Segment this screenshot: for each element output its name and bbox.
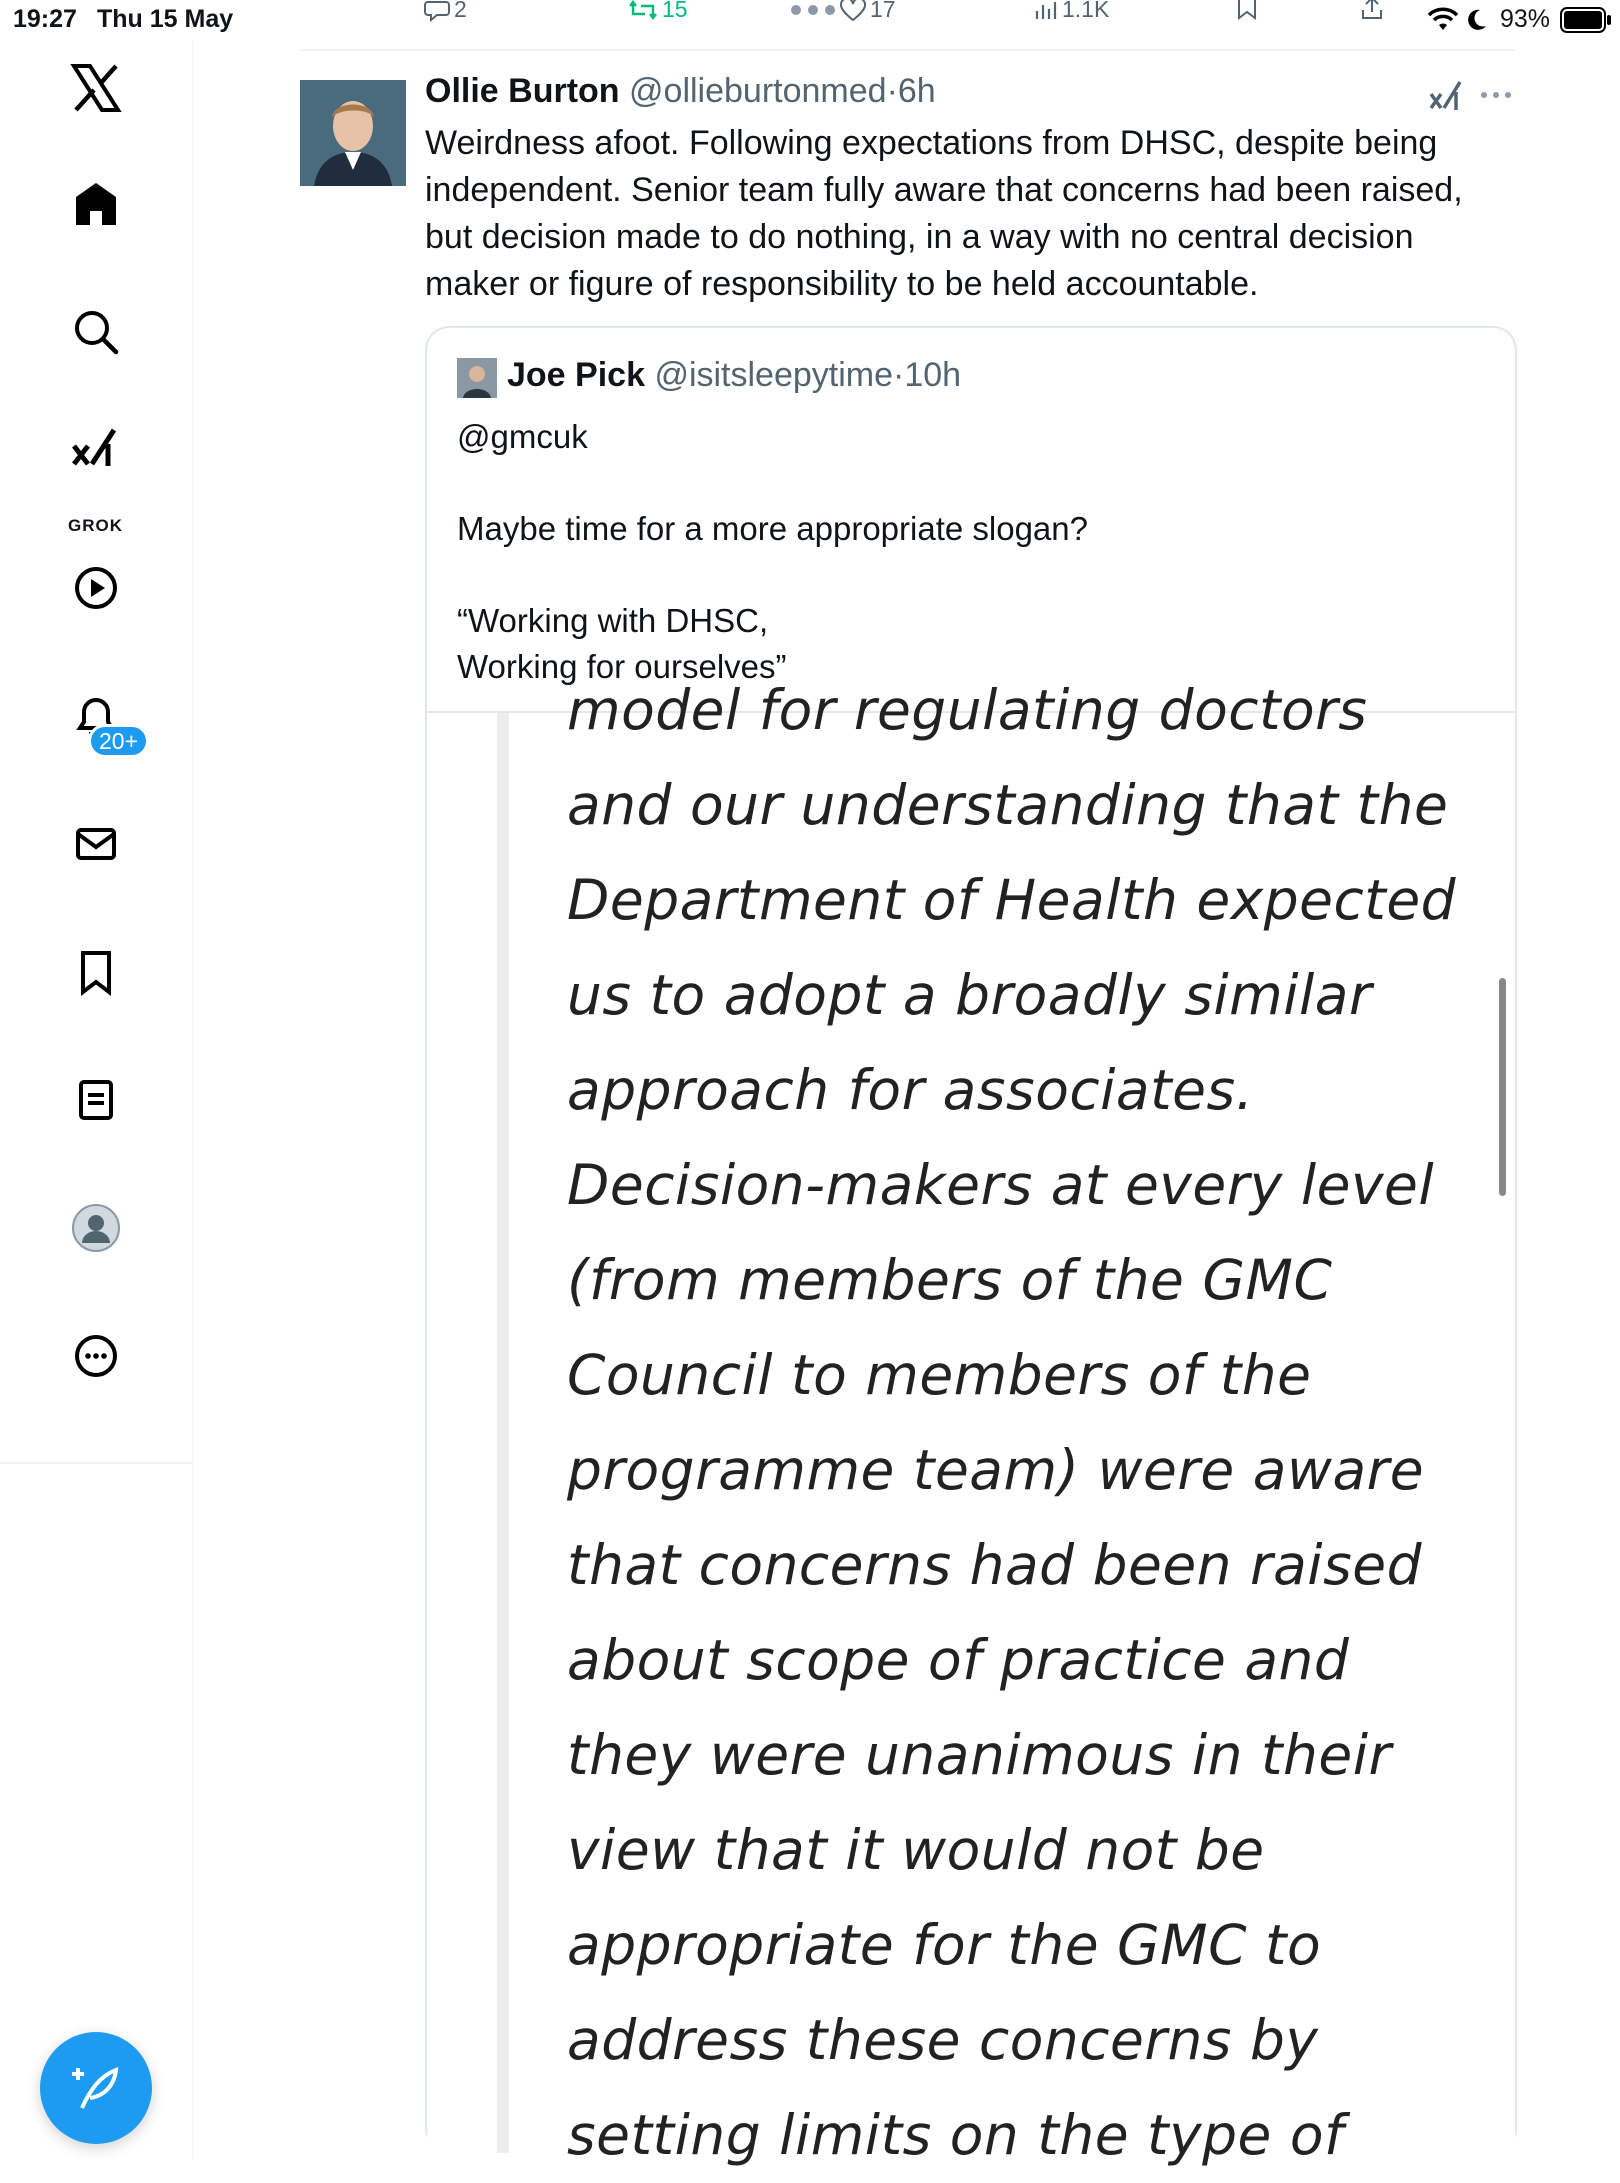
play-icon [70, 562, 122, 614]
document-margin-bar [497, 713, 509, 2153]
notifications-badge: 20+ [88, 724, 149, 758]
like-button[interactable] [790, 0, 896, 23]
grok-icon [70, 424, 122, 476]
image-text-line: Council to members of the [567, 1343, 1312, 1407]
tweet-text: Weirdness afoot. Following expectations from DHSC, despite being independent. Senior team fully aware that concerns had been raised, but decision made to do nothing, in a way with no central decision maker or figure of responsibility to be held accountable. [425, 124, 1463, 303]
tweet-author-handle[interactable]: @ollieburtonmed [629, 72, 887, 110]
typing-dots-icon [790, 4, 836, 16]
reply-icon [424, 0, 450, 22]
nav-profile[interactable] [50, 1182, 142, 1274]
more-options-icon[interactable] [1480, 90, 1512, 100]
sidebar-divider [0, 1462, 192, 1464]
nav-messages[interactable] [50, 798, 142, 890]
quote-blank-line [457, 460, 1457, 506]
reply-count: 2 [454, 0, 467, 22]
compose-button[interactable] [40, 2032, 152, 2144]
battery-percent: 93% [1500, 5, 1551, 33]
repost-count: 15 [662, 0, 688, 22]
repost-button[interactable] [628, 0, 688, 23]
nav-home[interactable] [50, 158, 142, 250]
image-text-line: (from members of the GMC [567, 1248, 1333, 1312]
tweet-avatar[interactable] [300, 80, 406, 186]
quote-timestamp: 10h [904, 356, 962, 394]
status-time: 19:27 [13, 5, 77, 33]
image-text-line: us to adopt a broadly similar [567, 963, 1373, 1027]
nav-video[interactable] [50, 542, 142, 634]
image-text-line: about scope of practice and [567, 1628, 1350, 1692]
quoted-tweet[interactable] [425, 326, 1517, 2167]
quote-line-mention: @gmcuk [457, 418, 588, 455]
quote-line-slogan-1: “Working with DHSC, [457, 602, 769, 639]
sidebar [0, 40, 193, 2160]
home-icon [70, 178, 122, 230]
quote-avatar-photo-icon [457, 358, 497, 398]
quote-line-slogan-2: Working for ourselves” [457, 648, 787, 685]
repost-icon [628, 0, 658, 22]
list-icon [70, 1074, 122, 1126]
views-count: 1.1K [1062, 0, 1110, 22]
tweet-author-name[interactable]: Ollie Burton [425, 72, 620, 110]
image-text-line: model for regulating doctors [567, 678, 1368, 742]
x-logo-icon [70, 62, 122, 114]
nav-explore[interactable] [50, 286, 142, 378]
heart-icon [840, 0, 866, 22]
quote-author-name: Joe Pick [507, 356, 645, 394]
quote-avatar [457, 358, 497, 398]
more-circle-icon [70, 1330, 122, 1382]
tweet-divider [300, 49, 1515, 51]
nav-bookmarks[interactable] [50, 926, 142, 1018]
views-button[interactable] [1034, 0, 1109, 23]
previous-tweet-actions [0, 0, 1620, 24]
nav-more[interactable] [50, 1310, 142, 1402]
quote-header [507, 356, 961, 395]
x-logo-button[interactable] [50, 42, 142, 134]
image-text-line: and our understanding that the [567, 773, 1449, 837]
tweet-separator: · [886, 72, 898, 110]
tweet-timestamp[interactable]: 6h [897, 72, 936, 110]
views-icon [1034, 0, 1058, 21]
avatar-photo-icon [300, 80, 406, 186]
like-count: 17 [870, 0, 896, 22]
image-text-line: setting limits on the type of [567, 2103, 1344, 2167]
grok-label: GROK [68, 516, 123, 535]
image-text-line: they were unanimous in their [567, 1723, 1392, 1787]
quoted-image[interactable] [427, 678, 1515, 2167]
status-date: Thu 15 May [97, 5, 234, 33]
tweet-header [425, 72, 936, 111]
bookmark-icon[interactable] [1236, 0, 1258, 20]
image-text-line: appropriate for the GMC to [567, 1913, 1322, 1977]
search-icon [70, 306, 122, 358]
image-text-block [567, 663, 1467, 2183]
bookmark-nav-icon [70, 946, 122, 998]
grok-explain-icon[interactable] [1428, 78, 1464, 114]
quote-author-handle: @isitsleepytime [654, 356, 894, 394]
profile-avatar-icon [70, 1202, 122, 1254]
image-text-line: address these concerns by [567, 2008, 1319, 2072]
quote-text [457, 414, 1457, 690]
image-text-line: approach for associates. [567, 1058, 1254, 1122]
nav-grok[interactable] [50, 404, 142, 496]
quote-blank-line [457, 552, 1457, 598]
image-text-line: programme team) were aware [567, 1438, 1425, 1502]
compose-feather-icon [68, 2060, 124, 2116]
quote-line-question: Maybe time for a more appropriate slogan? [457, 510, 1088, 547]
image-text-line: Decision-makers at every level [567, 1153, 1435, 1217]
image-scrollbar[interactable] [1499, 978, 1506, 1196]
nav-lists[interactable] [50, 1054, 142, 1146]
share-icon[interactable] [1360, 0, 1384, 20]
quote-separator: · [893, 356, 905, 394]
reply-button[interactable] [424, 0, 467, 23]
image-text-line: that concerns had been raised [567, 1533, 1422, 1597]
image-text-line: Department of Health expected [567, 868, 1457, 932]
image-text-line: view that it would not be [567, 1818, 1265, 1882]
mail-icon [70, 818, 122, 870]
